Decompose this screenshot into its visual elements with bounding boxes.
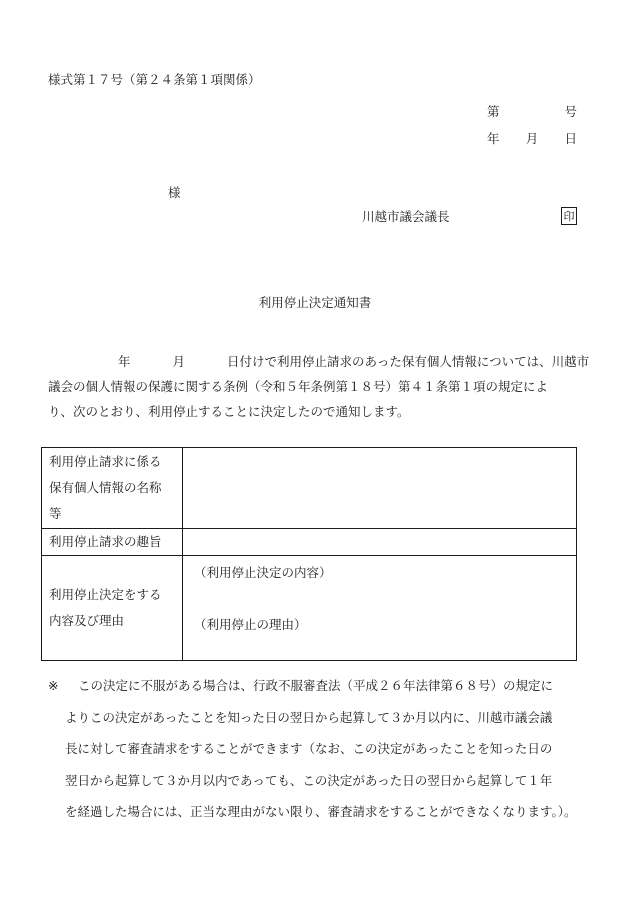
addressee-honorific: 様 <box>168 185 181 200</box>
document-title: 利用停止決定通知書 <box>258 295 372 310</box>
note-line-5: を経過した場合には、正当な理由がない限り、審査請求をすることができなくなります。）。 <box>65 804 577 819</box>
row3-label-line: 利用停止決定をする <box>49 587 162 602</box>
body-line-1 <box>48 349 590 374</box>
body-line-1-rest: 日付けで利用停止請求のあった保有個人情報については、川越市 <box>226 354 590 369</box>
row3-label <box>42 556 183 661</box>
table-row <box>42 448 577 529</box>
body-month: 月 <box>172 354 185 369</box>
note-line-1-text: この決定に不服がある場合は、行政不服審査法（平成２６年法律第６８号）の規定に <box>78 678 554 693</box>
info-table <box>41 447 577 661</box>
note-line-3: 長に対して審査請求をすることができます（なお、この決定があったことを知った日の <box>65 741 553 756</box>
row3-value-cell[interactable] <box>183 556 577 661</box>
doc-no-suffix: 号 <box>564 104 577 119</box>
date-month: 月 <box>525 131 539 146</box>
body-paragraph <box>48 349 590 424</box>
row1-label-line: 等 <box>49 506 62 521</box>
date-year: 年 <box>487 131 500 146</box>
row1-label-line: 利用停止請求に係る <box>49 454 162 469</box>
appeal-note <box>48 670 593 828</box>
row2-value-cell[interactable] <box>183 529 577 556</box>
row1-label-line: 保有個人情報の名称 <box>49 480 162 495</box>
sender-name: 川越市議会議長 <box>362 209 450 224</box>
decision-reason-label: （利用停止の理由） <box>194 617 307 632</box>
date-day: 日 <box>564 131 577 146</box>
table-row <box>42 556 577 661</box>
row2-label: 利用停止請求の趣旨 <box>42 529 183 556</box>
body-year: 年 <box>117 354 131 369</box>
table-row <box>42 529 577 556</box>
row1-label <box>42 448 183 529</box>
note-line-2: よりこの決定があったことを知った日の翌日から起算して３か月以内に、川越市議会議 <box>65 709 553 725</box>
body-line-2: 議会の個人情報の保護に関する条例（令和５年条例第１８号）第４１条第１項の規定によ <box>48 379 549 394</box>
seal-mark: 印 <box>561 207 577 225</box>
body-line-3: り、次のとおり、利用停止することに決定したので通知します。 <box>48 404 410 419</box>
document-number <box>487 106 577 119</box>
form-number: 様式第１７号（第２４条第１項関係） <box>48 72 261 87</box>
row3-label-line: 内容及び理由 <box>49 613 125 628</box>
decision-content-label: （利用停止決定の内容） <box>194 565 332 580</box>
document-date <box>487 133 577 146</box>
note-line-4: 翌日から起算して３か月以内であっても、この決定があった日の翌日から起算して１年 <box>65 772 553 788</box>
note-line-1 <box>48 670 593 702</box>
row1-value-cell[interactable] <box>183 448 577 529</box>
note-mark: ※ <box>48 678 59 693</box>
doc-no-prefix: 第 <box>487 104 500 119</box>
